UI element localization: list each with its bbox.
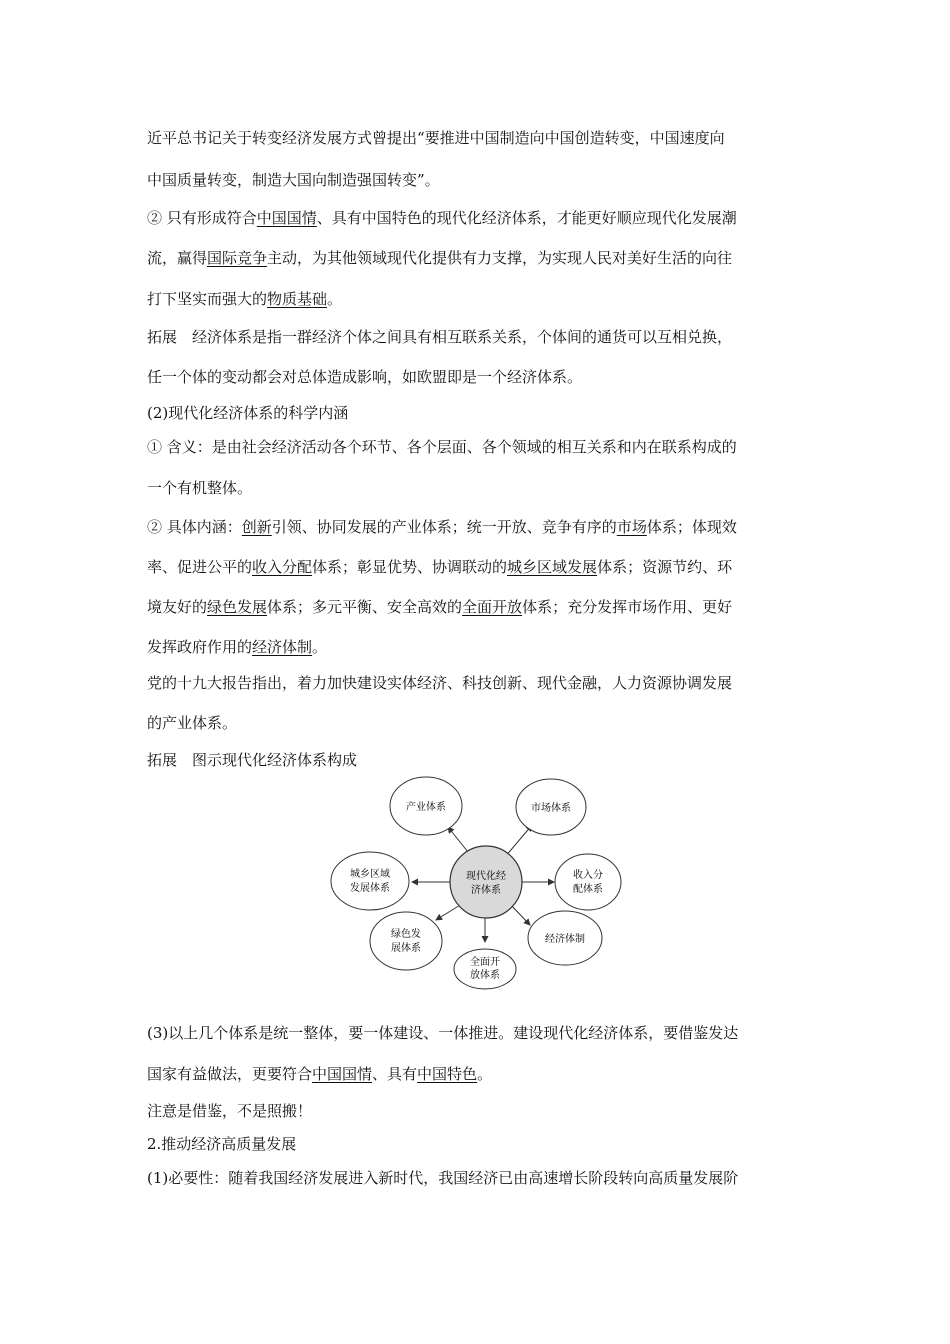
text: 体系；多元平衡、安全高效的 xyxy=(267,598,463,616)
underlined-term: 绿色发展 xyxy=(207,598,268,616)
text: 。 xyxy=(477,1065,493,1083)
paragraph-line: ① 含义：是由社会经济活动各个环节、各个层面、各个领域的相互关系和内在联系构成的 xyxy=(147,438,737,456)
node-market xyxy=(516,779,586,835)
node-urban-rural xyxy=(331,852,409,910)
node-label: 市场体系 xyxy=(531,803,571,814)
text: 流，赢得 xyxy=(147,249,208,267)
text: 。 xyxy=(327,290,343,308)
underlined-term: 经济体制 xyxy=(252,638,313,656)
node-label: 放体系 xyxy=(470,970,500,981)
node-label: 经济体制 xyxy=(545,934,585,945)
note-line: 注意是借鉴，不是照搬！ xyxy=(147,1102,313,1120)
underlined-term: 收入分配 xyxy=(252,558,313,576)
node-label: 产业体系 xyxy=(406,802,446,813)
node-label: 配体系 xyxy=(573,884,603,895)
paragraph-line: 拓展 图示现代化经济体系构成 xyxy=(147,751,358,769)
underlined-term: 城乡区域发展 xyxy=(507,558,598,576)
paragraph-line: 党的十九大报告指出，着力加快建设实体经济、科技创新、现代金融，人力资源协调发展 xyxy=(147,674,733,692)
node-opening xyxy=(454,949,516,989)
underlined-term: 全面开放 xyxy=(462,598,523,616)
paragraph-line: 中国质量转变，制造大国向制造强国转变”。 xyxy=(147,171,440,189)
section-heading: 2.推动经济高质量发展 xyxy=(147,1135,297,1153)
section-heading: (2)现代化经济体系的科学内涵 xyxy=(147,404,349,422)
paragraph-line xyxy=(147,1064,827,1084)
text: ② 具体内涵： xyxy=(147,518,242,536)
text: 体系；体现效 xyxy=(646,518,737,536)
node-label: 济体系 xyxy=(471,885,501,896)
node-label: 全面开 xyxy=(470,957,500,968)
arrow-system xyxy=(510,904,530,925)
paragraph-line: 拓展 经济体系是指一群经济个体之间具有相互联系关系，个体间的通货可以互相兑换， xyxy=(147,328,733,346)
paragraph-line xyxy=(147,248,827,268)
text: 引领、协同发展的产业体系；统一开放、竞争有序的 xyxy=(271,518,617,536)
text: 体系；资源节约、环 xyxy=(597,558,733,576)
underlined-term: 中国国情 xyxy=(312,1065,373,1083)
text: 体系；充分发挥市场作用、更好 xyxy=(522,598,733,616)
text: 体系；彰显优势、协调联动的 xyxy=(312,558,508,576)
paragraph-line xyxy=(147,289,827,309)
text: 打下坚实而强大的 xyxy=(147,290,268,308)
text: 、具有 xyxy=(372,1065,418,1083)
node-label: 绿色发 xyxy=(391,929,421,940)
node-label: 发展体系 xyxy=(350,883,390,894)
paragraph-line: (3)以上几个体系是统一整体，要一体建设、一体推进。建设现代化经济体系，要借鉴发达 xyxy=(147,1024,739,1042)
paragraph-line: 的产业体系。 xyxy=(147,714,238,732)
underlined-term: 市场 xyxy=(616,518,647,536)
arrow-market xyxy=(505,825,532,857)
paragraph-line xyxy=(147,557,827,577)
economic-system-diagram xyxy=(320,770,640,990)
node-label: 收入分 xyxy=(573,870,603,881)
node-green xyxy=(370,912,442,970)
node-label: 城乡区域 xyxy=(350,869,390,880)
paragraph-line: 一个有机整体。 xyxy=(147,479,253,497)
underlined-term: 物质基础 xyxy=(267,290,328,308)
text: ② 只有形成符合 xyxy=(147,209,257,227)
text: 。 xyxy=(312,638,328,656)
text: 率、促进公平的 xyxy=(147,558,253,576)
node-income xyxy=(555,854,621,910)
text: 、具有中国特色的现代化经济体系，才能更好顺应现代化发展潮 xyxy=(316,209,737,227)
paragraph-line: 任一个体的变动都会对总体造成影响，如欧盟即是一个经济体系。 xyxy=(147,368,583,386)
text: 发挥政府作用的 xyxy=(147,638,253,656)
paragraph-line: 近平总书记关于转变经济发展方式曾提出“要推进中国制造向中国创造转变，中国速度向 xyxy=(147,129,725,147)
underlined-term: 国际竞争 xyxy=(207,249,268,267)
paragraph-line xyxy=(147,517,827,537)
node-system xyxy=(528,911,602,965)
paragraph-line xyxy=(147,637,827,657)
paragraph-line: (1)必要性：随着我国经济发展进入新时代，我国经济已由高速增长阶段转向高质量发展阶 xyxy=(147,1169,739,1187)
text: 国家有益做法，更要符合 xyxy=(147,1065,313,1083)
paragraph-line xyxy=(147,208,827,228)
node-label: 展体系 xyxy=(391,943,421,954)
underlined-term: 中国国情 xyxy=(256,209,317,227)
underlined-term: 创新 xyxy=(241,518,272,536)
paragraph-line xyxy=(147,597,827,617)
node-label: 现代化经 xyxy=(466,871,506,882)
text: 主动，为其他领域现代化提供有力支撑，为实现人民对美好生活的向往 xyxy=(267,249,733,267)
text: 境友好的 xyxy=(147,598,208,616)
node-industry xyxy=(390,777,462,835)
node-center xyxy=(450,846,522,918)
underlined-term: 中国特色 xyxy=(417,1065,478,1083)
